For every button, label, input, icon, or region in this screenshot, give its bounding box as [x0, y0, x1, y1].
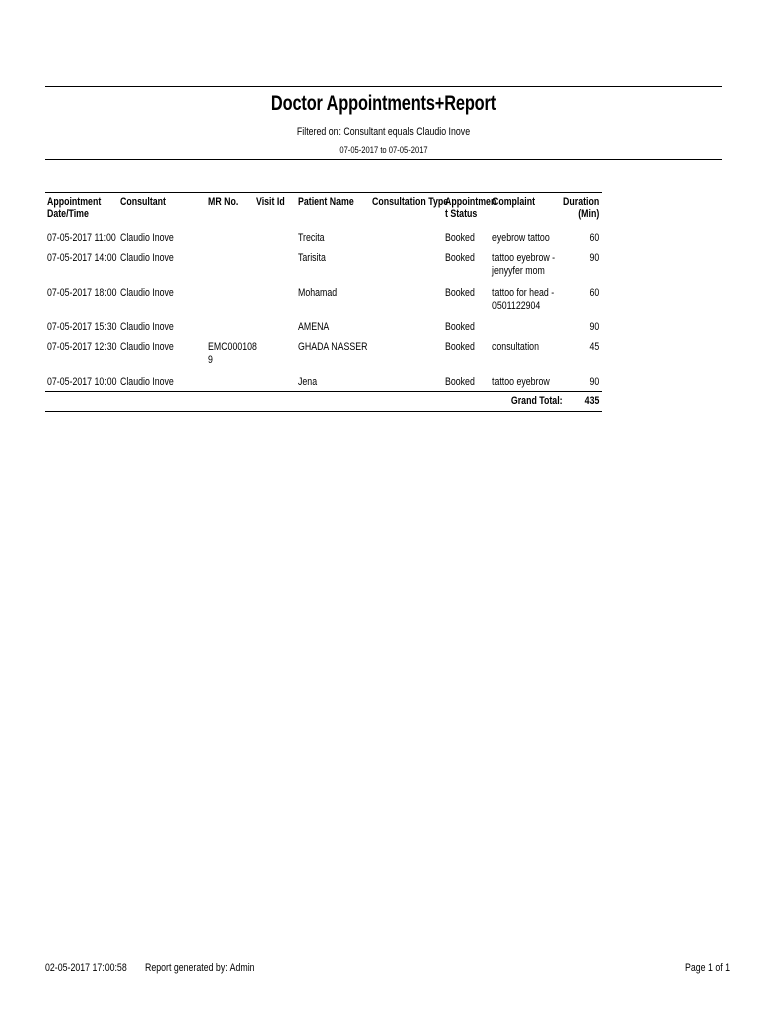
cell-complaint: tattoo for head - [492, 287, 555, 299]
grand-total-rule-top [45, 391, 602, 392]
cell-status: Booked [445, 252, 475, 264]
cell-patient: AMENA [298, 321, 330, 333]
cell-complaint: tattoo eyebrow - [492, 252, 556, 264]
date-range: 07-05-2017 to 07-05-2017 [339, 145, 428, 156]
header-complaint: Complaint [492, 196, 536, 208]
header-rule [45, 159, 722, 160]
header-duration-2: (Min) [577, 208, 599, 220]
cell-consultant: Claudio Inove [120, 376, 174, 388]
cell-datetime: 07-05-2017 15:30 [47, 321, 117, 333]
page-number: Page 1 of 1 [685, 962, 731, 974]
header-consultation-type: Consultation Type [372, 196, 449, 208]
grand-total-label: Grand Total: [511, 395, 563, 407]
cell-status: Booked [445, 287, 475, 299]
cell-status: Booked [445, 376, 475, 388]
generated-by: Report generated by: Admin [145, 962, 255, 974]
cell-duration: 90 [589, 252, 599, 264]
header-status: Appointmen [445, 196, 497, 208]
cell-mr-no-line2: 9 [208, 354, 213, 366]
header-duration: Duration [562, 196, 599, 208]
cell-duration: 60 [589, 287, 599, 299]
grand-total-rule-bottom [45, 411, 602, 412]
cell-complaint-line2: 0501122904 [492, 300, 541, 312]
table-top-rule [45, 192, 602, 193]
cell-patient: GHADA NASSER [298, 341, 368, 353]
cell-datetime: 07-05-2017 10:00 [47, 376, 117, 388]
header-patient-name: Patient Name [298, 196, 354, 208]
cell-consultant: Claudio Inove [120, 341, 174, 353]
cell-status: Booked [445, 321, 475, 333]
cell-datetime: 07-05-2017 18:00 [47, 287, 117, 299]
cell-consultant: Claudio Inove [120, 321, 174, 333]
cell-complaint-line2: jenyyfer mom [492, 265, 545, 277]
header-mr-no: MR No. [208, 196, 239, 208]
cell-mr-no: EMC000108 [208, 341, 257, 353]
cell-patient: Tarisita [298, 252, 326, 264]
report-title: Doctor Appointments+Report [270, 92, 497, 115]
cell-consultant: Claudio Inove [120, 252, 174, 264]
cell-complaint: consultation [492, 341, 539, 353]
header-visit-id: Visit Id [256, 196, 285, 208]
cell-status: Booked [445, 341, 475, 353]
filter-text: Filtered on: Consultant equals Claudio Inove [296, 126, 471, 138]
cell-duration: 90 [589, 376, 599, 388]
cell-status: Booked [445, 232, 475, 244]
cell-duration: 90 [589, 321, 599, 333]
cell-datetime: 07-05-2017 12:30 [47, 341, 117, 353]
cell-patient: Mohamad [298, 287, 338, 299]
cell-consultant: Claudio Inove [120, 287, 174, 299]
cell-datetime: 07-05-2017 14:00 [47, 252, 117, 264]
header-datetime: Appointment [47, 196, 102, 208]
cell-patient: Trecita [298, 232, 325, 244]
cell-consultant: Claudio Inove [120, 232, 174, 244]
cell-complaint: eyebrow tattoo [492, 232, 550, 244]
cell-duration: 60 [589, 232, 599, 244]
cell-complaint: tattoo eyebrow [492, 376, 550, 388]
cell-duration: 45 [589, 341, 599, 353]
generated-timestamp: 02-05-2017 17:00:58 [45, 962, 127, 974]
grand-total-value: 435 [584, 395, 599, 407]
header-datetime-2: Date/Time [47, 208, 89, 220]
header-consultant: Consultant [120, 196, 166, 208]
cell-datetime: 07-05-2017 11:00 [47, 232, 116, 244]
top-rule [45, 86, 722, 87]
header-status-2: t Status [445, 208, 478, 220]
cell-patient: Jena [298, 376, 318, 388]
